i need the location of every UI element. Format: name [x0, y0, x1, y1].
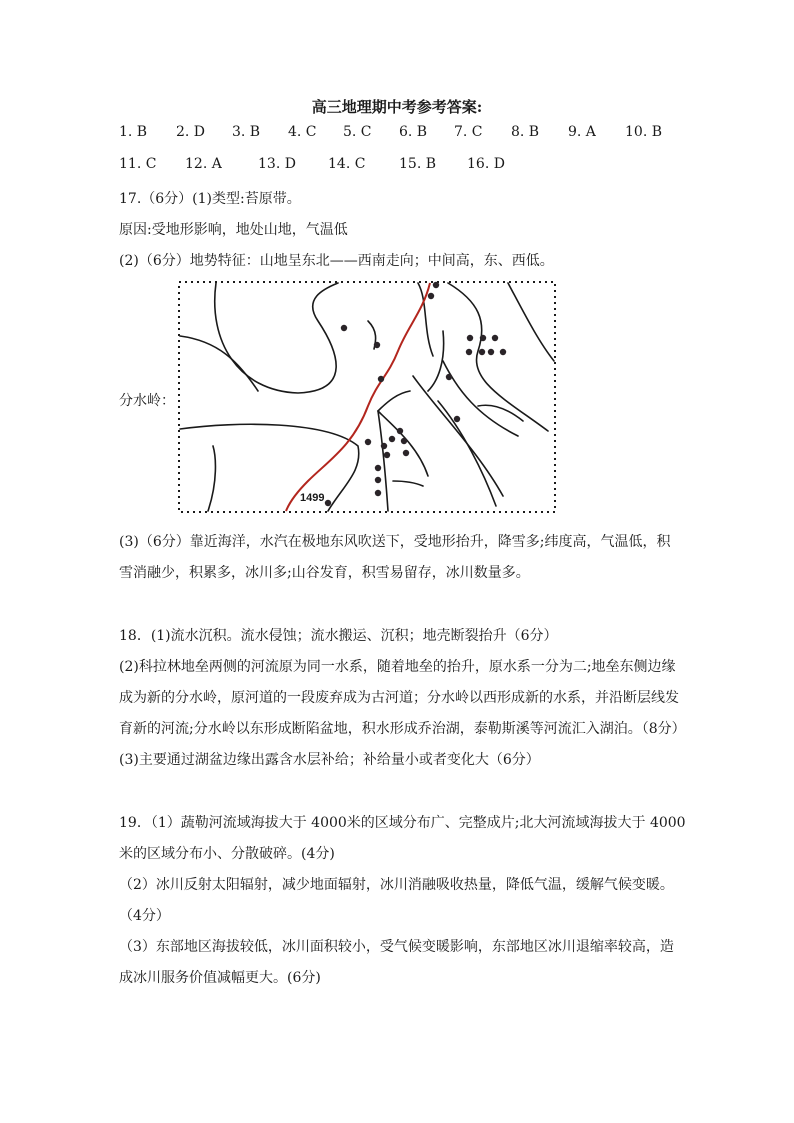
q19-line-2: 米的区域分布小、分散破碎。(4分)	[119, 846, 335, 862]
q17-line-2: 原因:受地形影响，地处山地，气温低	[119, 222, 348, 238]
q18-line-5: (3)主要通过湖盆边缘出露含水层补给；补给量小或者变化大（6分）	[119, 752, 540, 768]
answer-row-2	[119, 156, 505, 172]
river-lines	[180, 283, 554, 511]
q17-line-3: (2)（6分）地势特征：山地呈东北——西南走向；中间高，东、西低。	[119, 253, 554, 269]
q17-line-5: 雪消融少，积累多，冰川多;山谷发育，积雪易留存，冰川数量多。	[119, 565, 530, 581]
elevation-label: 1499	[300, 492, 325, 504]
answer-7: 7. C	[454, 124, 483, 140]
watershed-map	[178, 281, 556, 513]
q19-line-6: 成冰川服务价值减幅更大。(6分)	[119, 970, 321, 986]
answer-5: 5. C	[343, 124, 372, 140]
divide-line	[286, 283, 430, 511]
q17-line-4: (3)（6分）靠近海洋，水汽在极地东风吹送下，受地形抬升，降雪多;纬度高，气温低，积	[119, 534, 671, 550]
answer-13: 13. D	[258, 156, 296, 172]
answer-14: 14. C	[328, 156, 366, 172]
answer-4: 4. C	[288, 124, 317, 140]
answer-9: 9. A	[568, 124, 596, 140]
map-border	[179, 282, 555, 512]
page-title: 高三地理期中考参考答案:	[311, 98, 483, 116]
answer-6: 6. B	[399, 124, 428, 140]
answer-2: 2. D	[176, 124, 206, 140]
answer-10: 10. B	[625, 124, 663, 140]
answer-11: 11. C	[119, 156, 157, 172]
answer-15: 15. B	[399, 156, 437, 172]
map-label: 分水岭：	[119, 393, 175, 409]
answer-16: 16. D	[467, 156, 505, 172]
q19-line-3: （2）冰川反射太阳辐射，减少地面辐射，冰川消融吸收热量，降低气温，缓解气候变暖。	[119, 877, 674, 893]
q19-line-5: （3）东部地区海拔较低，冰川面积较小，受气候变暖影响，东部地区冰川退缩率较高，造	[119, 939, 674, 955]
answer-3: 3. B	[232, 124, 261, 140]
answer-1: 1. B	[119, 124, 148, 140]
q18-line-2: (2)科拉林地垒两侧的河流原为同一水系，随着地垒的抬升，原水系一分为二;地垒东侧边缘	[119, 659, 676, 675]
q18-line-4: 育新的河流;分水岭以东形成断陷盆地，积水形成乔治湖，泰勒斯溪等河流汇入湖泊。（8分）	[119, 721, 686, 737]
q18-line-3: 成为新的分水岭，原河道的一段废弃成为古河道；分水岭以西形成新的水系，并沿断层线发	[119, 690, 679, 706]
answer-12: 12. A	[185, 156, 222, 172]
q18-line-1: 18．(1)流水沉积。流水侵蚀；流水搬运、沉积；地壳断裂抬升（6分）	[119, 628, 558, 644]
answer-8: 8. B	[511, 124, 540, 140]
q19-line-1: 19．（1）蔬勒河流域海拔大于 4000米的区域分布广、完整成片;北大河流域海拔大于 4000	[119, 815, 686, 831]
q17-line-1: 17.（6分）(1)类型:苔原带。	[119, 191, 301, 207]
q19-line-4: （4分）	[119, 908, 170, 924]
answer-row-1	[119, 124, 662, 140]
